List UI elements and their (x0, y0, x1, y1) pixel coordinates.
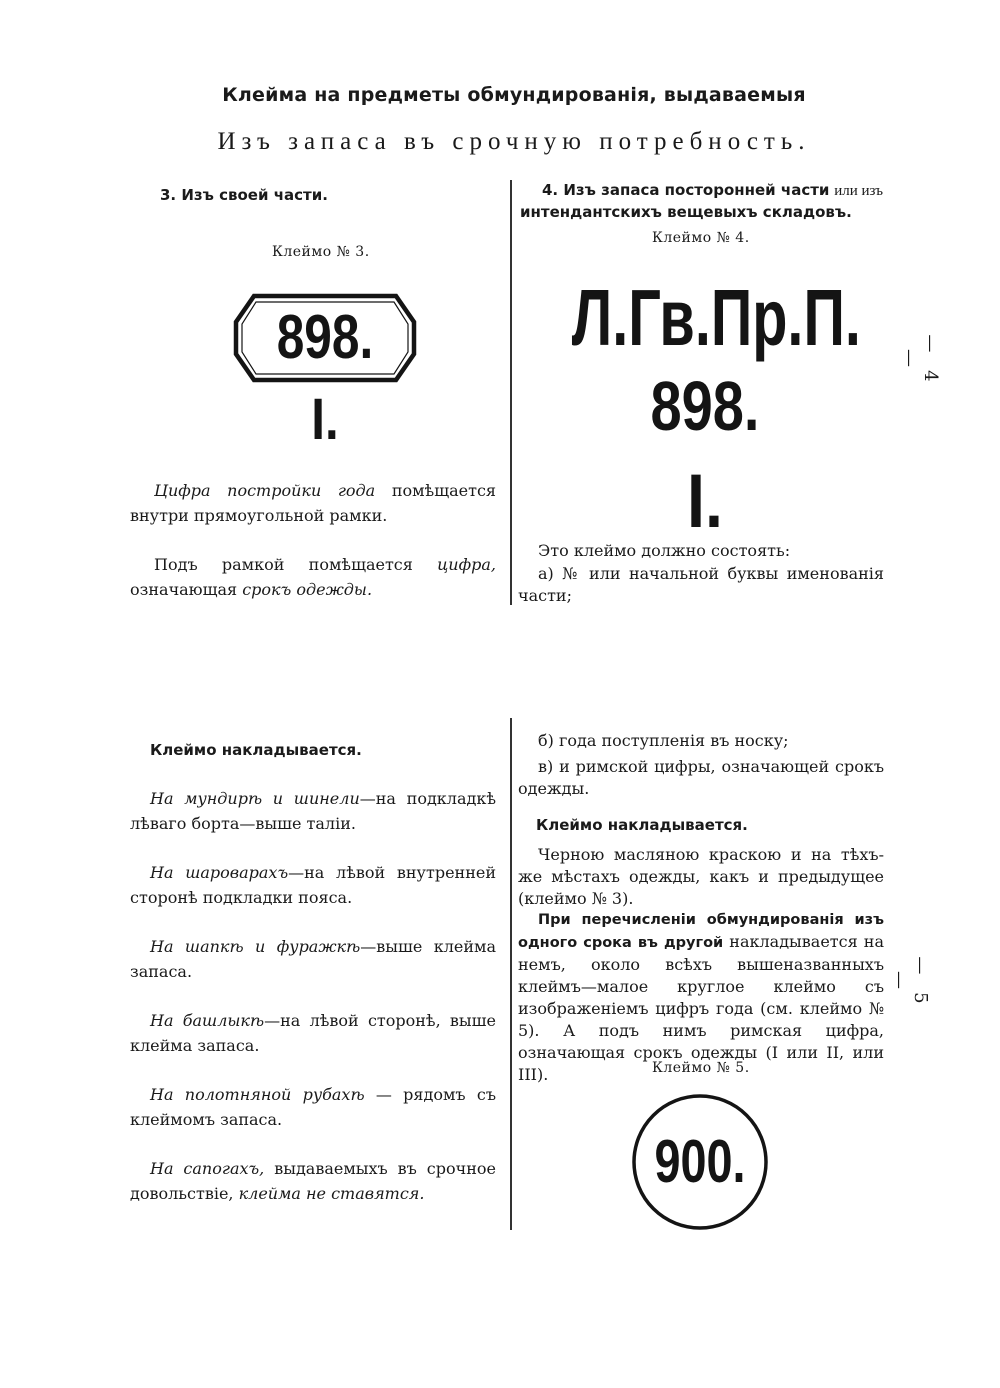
item-c: в) и римской цифры, означающей срокъ одежды. (518, 757, 884, 798)
stamp-5-number: 900. (654, 1128, 746, 1195)
p2-start: Подъ рамкой помѣщается (154, 555, 413, 574)
left-bottom-heading: Клеймо накладывается. (150, 741, 362, 759)
p2-italic-2: срокъ одежды. (242, 580, 373, 599)
stamp-4-line-2: 898. (650, 367, 760, 445)
list-item (130, 1156, 496, 1206)
section-4-heading (520, 180, 890, 223)
item-italic: На сапогахъ, (150, 1159, 265, 1178)
stamp-4-line-3: I. (687, 459, 723, 544)
list-item (130, 1008, 496, 1058)
page-title: Клейма на предметы обмундированія, выдаваемыя (222, 84, 806, 106)
list-item (130, 860, 496, 910)
stamp-5-label: Клеймо № 5. (652, 1060, 750, 1076)
column-divider-bottom (510, 718, 512, 1230)
right-bottom-paragraph-1: Черною масляною краскою и на тѣхъ-же мѣстахъ одежды, какъ и предыдущее (клеймо № 3). (518, 845, 884, 908)
section-4-heading-bold: 4. Изъ запаса посторонней части (542, 181, 830, 199)
item-italic-2: клейма не ставятся. (238, 1184, 425, 1203)
p2-rest: накладывается на немъ, около всѣхъ вышеназванныхъ клеймъ—малое круглое клеймо съ изображеніемъ цифръ года (см. клеймо № 5). А подъ нимъ римская цифра, означающая срокъ одежды (I или II, или III). (518, 932, 884, 1084)
section-3-paragraph-2 (130, 552, 496, 602)
stamp-4-label: Клеймо № 4. (652, 230, 750, 246)
list-item (130, 786, 496, 836)
page-subtitle: Изъ запаса въ срочную потребность. (217, 128, 811, 155)
p2-mid: означающая (130, 580, 238, 599)
item-italic: На шапкѣ и фуражкѣ (150, 937, 361, 956)
section-3-paragraph-1 (130, 478, 496, 528)
item-rest: — рядомъ съ клеймомъ запаса. (130, 1085, 497, 1129)
p2-bold: При перечисленіи обмундированія изъ одного срока въ другой (518, 912, 884, 951)
section-4-paragraph-1: Это клеймо должно состоять: (538, 541, 791, 560)
list-item (130, 1082, 496, 1132)
item-italic: На мундирѣ и шинели (150, 789, 360, 808)
item-b: б) года поступленія въ носку; (538, 731, 789, 750)
stamp-3-roman: I. (311, 387, 339, 452)
item-italic: На полотняной рубахѣ (150, 1085, 365, 1104)
item-mid: выдаваемыхъ въ срочное довольствіе, (130, 1159, 496, 1203)
list-item (130, 934, 496, 984)
page-number-5: — 5 — (889, 956, 931, 1010)
item-italic: На шароварахъ (150, 863, 289, 882)
section-4-heading-line2: интендантскихъ вещевыхъ складовъ. (520, 203, 852, 221)
item-rest: —на лѣвой внутренней сторонѣ подкладки пояса. (130, 863, 496, 907)
item-rest: —на лѣвой сторонѣ, выше клейма запаса. (130, 1011, 496, 1055)
item-rest: —выше клейма запаса. (130, 937, 496, 981)
p1-rest: помѣщается внутри прямоугольной рамки. (130, 481, 496, 525)
section-3-heading: 3. Изъ своей части. (160, 186, 328, 204)
p2-italic: цифра, (437, 555, 496, 574)
stamp-3-number: 898. (276, 303, 374, 372)
item-italic: На башлыкѣ (150, 1011, 265, 1030)
page-number-4: — 4 — (899, 334, 941, 388)
item-rest: —на подкладкѣ лѣваго борта—выше таліи. (130, 789, 497, 833)
right-bottom-heading: Клеймо накладывается. (536, 816, 748, 834)
section-4-heading-rest: или изъ (834, 183, 883, 199)
stamp-3-label: Клеймо № 3. (272, 244, 370, 260)
section-4-paragraph-2: а) № или начальной буквы именованія части; (518, 564, 884, 605)
stamp-4-line-1: Л.Гв.Пр.П. (571, 273, 861, 362)
p1-italic: Цифра постройки года (154, 481, 376, 500)
column-divider-top (510, 180, 512, 605)
